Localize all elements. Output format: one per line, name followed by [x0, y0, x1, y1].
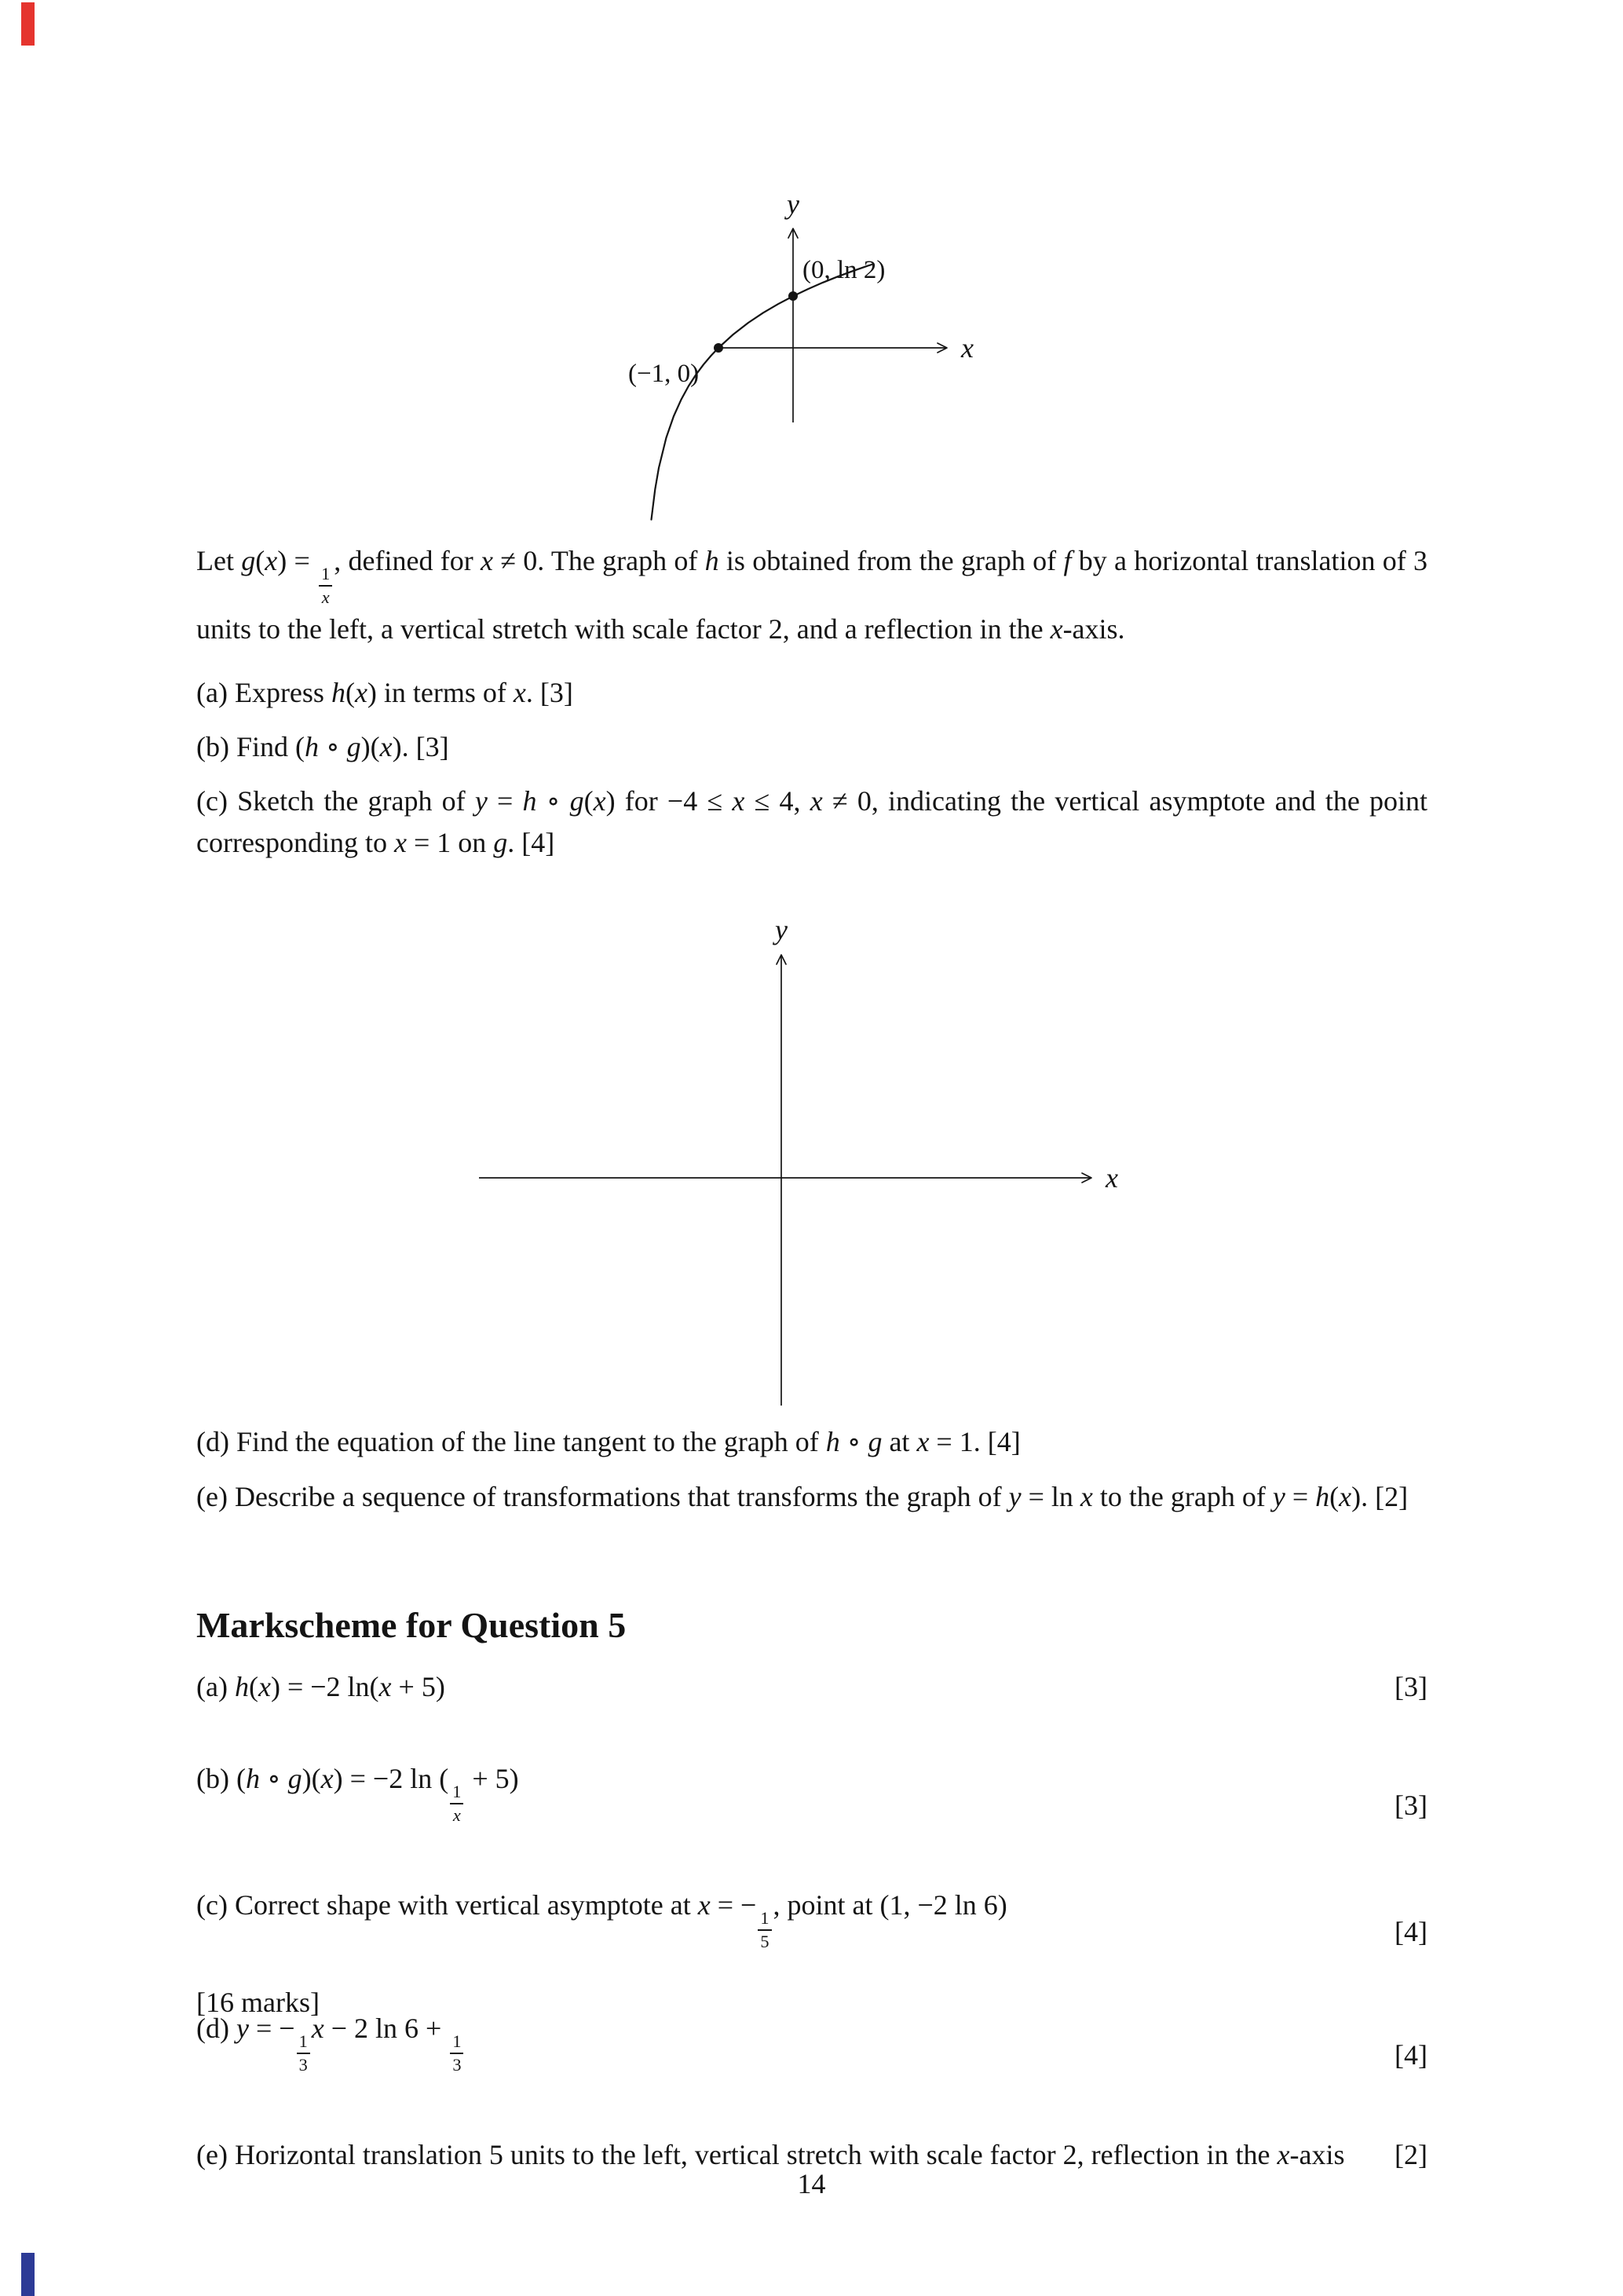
markscheme-item-d-text: (d) y = − $\frac{1}{3}$ x − 2 ln 6 + $\frac{1}{3}$ — [196, 2013, 465, 2044]
markscheme-heading: Markscheme for Question 5 — [196, 1605, 627, 1645]
page-number: 14 — [797, 2168, 826, 2199]
markscheme-item-a-marks: [3] — [1395, 1671, 1427, 1702]
markscheme-item-b-text: (b) (h ∘ g)(x) = −2 ln ( $\frac{1}{x}$ + 5) — [196, 1763, 519, 1826]
markscheme-item-c — [196, 1885, 1427, 1953]
markscheme-item-a-text: (a) h(x) = −2 ln(x + 5) — [196, 1671, 445, 1702]
blank-axes-graph — [471, 914, 1131, 1429]
ln-curve-graph — [597, 188, 1005, 532]
markscheme-item-c-marks: [4] — [1395, 1916, 1427, 1948]
top-edge-mark — [21, 2, 35, 46]
markscheme-item-b — [196, 1758, 1427, 1826]
bottom-edge-mark — [21, 2253, 35, 2296]
markscheme-item-b-marks: [3] — [1395, 1790, 1427, 1822]
graph2-x-axis-label: x — [1106, 1162, 1118, 1194]
graph1-point-left-label: (−1, 0) — [628, 360, 700, 388]
question-part-a: (a) Express h(x) in terms of x. [3] — [196, 677, 573, 708]
graph1-x-axis-label: x — [961, 332, 974, 364]
markscheme-item-d-marks: [4] — [1395, 2039, 1427, 2071]
graph1-point-0-ln2 — [788, 291, 798, 301]
question-part-d: (d) Find the equation of the line tangent to the graph of h ∘ g at x = 1. [4] — [196, 1426, 1021, 1457]
graph1-log-curve — [652, 265, 872, 520]
markscheme-item-e-marks: [2] — [1395, 2139, 1427, 2171]
graph1-point-top-label: (0, ln 2) — [802, 256, 886, 284]
markscheme-item-c-text: (c) Correct shape with vertical asymptote at x = − $\frac{1}{5}$ , point at (1, −2 ln 6) — [196, 1889, 1007, 1952]
question-part-b: (b) Find (h ∘ g)(x). [3] — [196, 731, 449, 762]
markscheme-item-e-text: (e) Horizontal translation 5 units to the left, vertical stretch with scale factor 2, reflection in the x-axis — [196, 2139, 1345, 2171]
markscheme-item-a — [196, 1666, 1427, 1708]
graph1-y-axis-label: y — [787, 188, 799, 220]
graph2-y-axis-label: y — [775, 914, 788, 945]
question-part-e: (e) Describe a sequence of transformations that transforms the graph of y = ln x to the graph of y = h(x). [2] — [196, 1481, 1409, 1512]
question-intro: Let g(x) = $\frac{1}{x}$ , defined for x ≠ 0. The graph of h is obtained from the graph of f by a horizontal translation of 3 units to the left, a vertical stretch with scale factor 2, and a reflection in the x-axis. — [196, 545, 1427, 645]
question-part-c: (c) Sketch the graph of y = h ∘ g(x) for −4 ≤ x ≤ 4, x ≠ 0, indicating the vertical asymptote and the point corresponding to x = 1 on g. [4] — [196, 785, 1427, 858]
total-marks: [16 marks] — [196, 1987, 320, 2018]
graph1-point-minus1-0 — [714, 343, 723, 353]
